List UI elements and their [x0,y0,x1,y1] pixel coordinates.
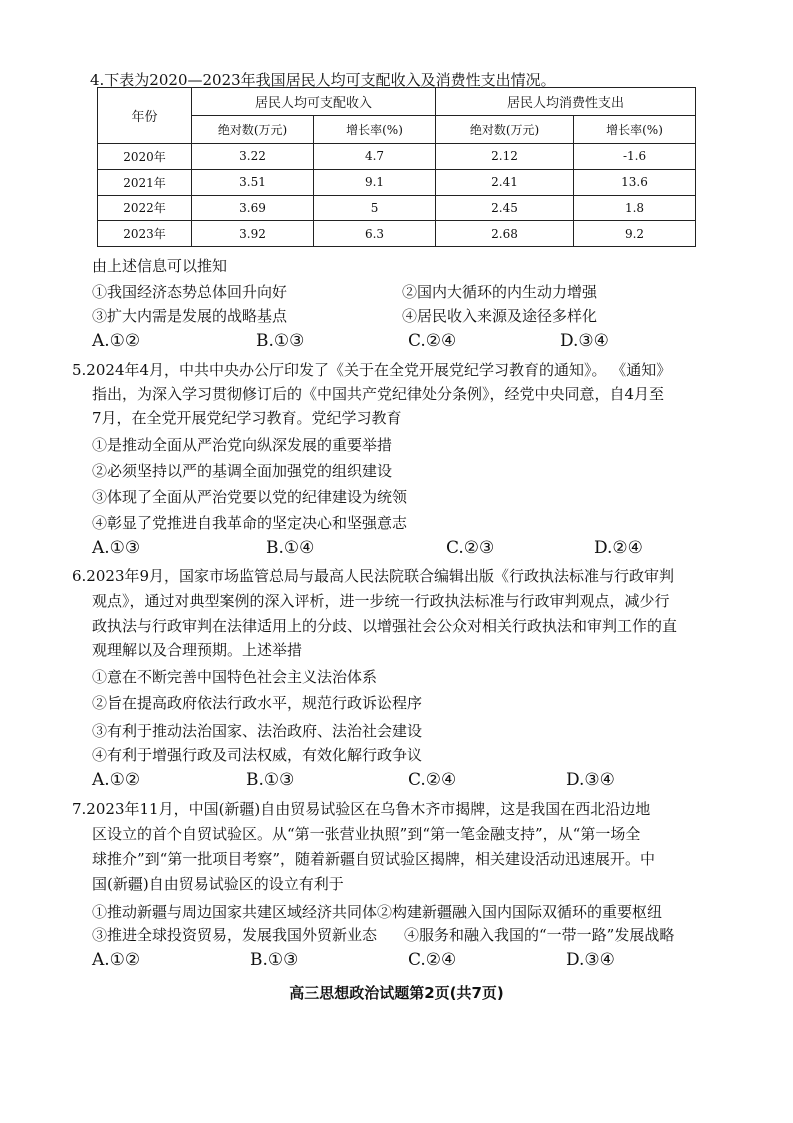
income-abs-header: 绝对数(万元) [192,116,314,144]
year-cell: 2022年 [98,195,192,221]
table-row [98,169,696,195]
table-row [98,144,696,170]
q6-stem-line-1: 6.2023年9月，国家市场监管总局与最高人民法院联合编辑出版《行政执法标准与行政审判 [72,567,675,585]
q7-stem-line-4: 国(新疆)自由贸易试验区的设立有利于 [92,875,344,893]
income-rate-cell: 5 [314,195,436,221]
col-year-header: 年份 [98,88,192,144]
q4-option-d[interactable]: D.③④ [560,331,609,351]
q5-statement-2: ②必须坚持以严的基调全面加强党的组织建设 [92,462,393,480]
q6-option-b[interactable]: B.①③ [246,770,295,790]
q7-option-d[interactable]: D.③④ [566,950,615,970]
spend-rate-cell: 13.6 [574,169,696,195]
q5-statement-1: ①是推动全面从严治党向纵深发展的重要举措 [92,436,393,454]
q4-statement-1: ①我国经济态势总体回升向好 [92,283,288,301]
q5-stem-line-1: 5.2024年4月，中共中央办公厅印发了《关于在全党开展党纪学习教育的通知》。 《通知》 [72,361,672,379]
q7-option-a[interactable]: A.①② [92,950,141,970]
q6-stem-line-3: 政执法与行政审判在法律适用上的分歧、以增强社会公众对相关行政执法和审判工作的直 [92,617,678,635]
spend-rate-cell: -1.6 [574,144,696,170]
table-row [98,195,696,221]
income-spending-table [97,87,696,247]
q4-statement-2: ②国内大循环的内生动力增强 [402,283,598,301]
q7-statements-1-2: ①推动新疆与周边国家共建区域经济共同体②构建新疆融入国内国际双循环的重要枢纽 [92,903,663,921]
spend-abs-cell: 2.12 [436,144,574,170]
q5-option-c[interactable]: C.②③ [446,538,495,558]
q6-statement-4: ④有利于增强行政及司法权威，有效化解行政争议 [92,746,423,764]
income-abs-cell: 3.22 [192,144,314,170]
q6-statement-1: ①意在不断完善中国特色社会主义法治体系 [92,668,378,686]
q5-statement-4: ④彰显了党推进自我革命的坚定决心和坚强意志 [92,514,408,532]
q7-option-c[interactable]: C.②④ [408,950,457,970]
spend-group-header: 居民人均消费性支出 [436,88,696,116]
income-group-header: 居民人均可支配收入 [192,88,436,116]
page-footer: 高三思想政治试题第2页(共7页) [289,984,504,1002]
q7-stem-line-3: 球推介”到“第一批项目考察”，随着新疆自贸试验区揭牌，相关建设活动迅速展开。中 [92,850,656,868]
year-cell: 2020年 [98,144,192,170]
q5-option-a[interactable]: A.①③ [92,538,141,558]
table-row [98,221,696,247]
income-rate-header: 增长率(%) [314,116,436,144]
q5-option-b[interactable]: B.①④ [266,538,315,558]
income-rate-cell: 6.3 [314,221,436,247]
q5-statement-3: ③体现了全面从严治党要以党的纪律建设为统领 [92,488,408,506]
spend-abs-cell: 2.68 [436,221,574,247]
spend-rate-cell: 1.8 [574,195,696,221]
income-abs-cell: 3.51 [192,169,314,195]
q4-option-c[interactable]: C.②④ [408,331,457,351]
income-rate-cell: 9.1 [314,169,436,195]
q4-statement-3: ③扩大内需是发展的战略基点 [92,307,288,325]
income-rate-cell: 4.7 [314,144,436,170]
q4-option-b[interactable]: B.①③ [256,331,305,351]
q4-option-a[interactable]: A.①② [92,331,141,351]
q7-statement-3: ③推进全球投资贸易，发展我国外贸新业态 [92,926,378,944]
year-cell: 2021年 [98,169,192,195]
spend-abs-cell: 2.41 [436,169,574,195]
q7-statement-4: ④服务和融入我国的“一带一路”发展战略 [404,926,675,944]
q6-stem-line-2: 观点》，通过对典型案例的深入评析，进一步统一行政执法标准与行政审判观点，减少行 [92,592,670,610]
q4-statement-4: ④居民收入来源及途径多样化 [402,307,598,325]
spend-rate-cell: 9.2 [574,221,696,247]
q6-option-d[interactable]: D.③④ [566,770,615,790]
q6-statement-3: ③有利于推动法治国家、法治政府、法治社会建设 [92,722,423,740]
q7-stem-line-1: 7.2023年11月，中国(新疆)自由贸易试验区在乌鲁木齐市揭牌，这是我国在西北沿边地 [72,800,651,818]
spend-abs-header: 绝对数(万元) [436,116,574,144]
q4-lead: 由上述信息可以推知 [92,257,228,275]
spend-abs-cell: 2.45 [436,195,574,221]
q6-option-c[interactable]: C.②④ [408,770,457,790]
q4-stem: 4.下表为2020—2023年我国居民人均可支配收入及消费性支出情况。 [90,71,556,89]
spend-rate-header: 增长率(%) [574,116,696,144]
year-cell: 2023年 [98,221,192,247]
q6-statement-2: ②旨在提高政府依法行政水平，规范行政诉讼程序 [92,694,423,712]
income-abs-cell: 3.92 [192,221,314,247]
q7-stem-line-2: 区设立的首个自贸试验区。从“第一张营业执照”到“第一笔金融支持”，从“第一场全 [92,825,641,843]
q6-option-a[interactable]: A.①② [92,770,141,790]
income-abs-cell: 3.69 [192,195,314,221]
q5-option-d[interactable]: D.②④ [594,538,643,558]
q5-stem-line-2: 指出，为深入学习贯彻修订后的《中国共产党纪律处分条例》，经党中央同意，自4月至 [92,385,665,403]
q6-stem-line-4: 观理解以及合理预期。上述举措 [92,641,303,659]
q7-option-b[interactable]: B.①③ [250,950,299,970]
q5-stem-line-3: 7月，在全党开展党纪学习教育。党纪学习教育 [92,409,402,427]
